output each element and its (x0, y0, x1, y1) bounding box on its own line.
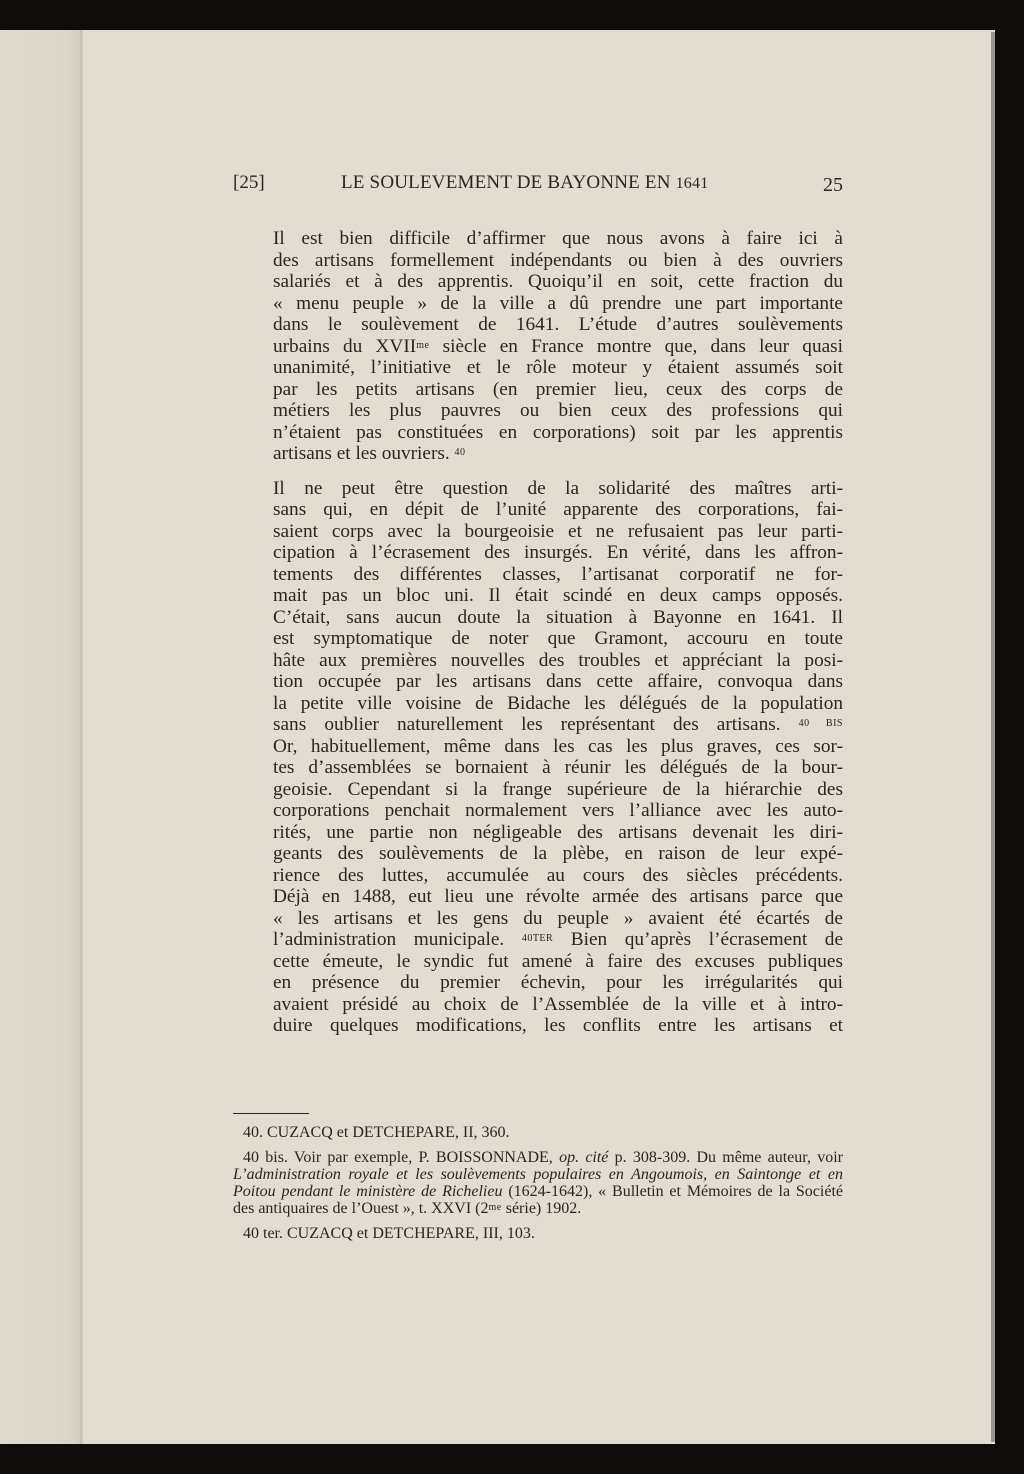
text-line: avaient présidé au choix de l’Assemblée de la ville et à intro- (273, 993, 843, 1015)
footnote-40 (233, 1124, 843, 1141)
text-line: cette émeute, le syndic fut amené à faire des excuses publiques (273, 950, 843, 972)
footnote-text: CUZACQ et DETCHEPARE, II, 360. (267, 1124, 510, 1141)
running-title-text: LE SOULEVEMENT DE BAYONNE EN (341, 172, 671, 193)
running-title-year: 1641 (675, 175, 709, 192)
text-line: corporations penchait normalement vers l’alliance avec les auto- (273, 800, 843, 821)
text-line: geoisie. Cependant si la frange supérieure de la hiérarchie des (273, 778, 843, 800)
page-stack-edge (991, 32, 995, 1442)
text-line: sans qui, en dépit de l’unité apparente des corporations, fai- (273, 499, 843, 520)
text-line: geants des soulèvements de la plèbe, en raison de leur expé- (273, 843, 843, 864)
text-line (233, 443, 843, 465)
text-line: saient corps avec la bourgeoisie et ne refusaient pas leur parti- (273, 520, 843, 542)
text-line: Il est bien difficile d’affirmer que nous avons à faire ici à (273, 228, 843, 249)
footnote-text: (1624-1642), « Bulletin et Mémoires de la Société des antiquaires de l’Ouest », t. XXVI (2 (233, 1183, 844, 1217)
text-line: Déjà en 1488, eut lieu une révolte armée des artisans parce que (273, 886, 843, 907)
line-text: siècle en France montre que, dans leur quasi (429, 335, 844, 357)
text-line (233, 336, 843, 358)
line-text: Bien qu’après l’écrasement de (553, 929, 843, 950)
text-line: duire quelques modifications, les conflits entre les artisans et (273, 1015, 843, 1036)
text-line: « les artisans et les gens du peuple » avaient été écartés de (273, 907, 843, 929)
footnote-text: Voir par exemple, P. BOISSONNADE, (293, 1149, 553, 1166)
text-line: tion occupée par les artisans dans cette affaire, convoqua dans (273, 671, 843, 692)
footnote-label: 40. (243, 1124, 263, 1141)
footnote-separator (233, 1113, 309, 1114)
text-line: est symptomatique de noter que Gramont, accouru en toute (273, 628, 843, 649)
text-line: n’étaient pas constituées en corporations) soit par les apprentis (273, 421, 843, 443)
running-header (233, 172, 843, 198)
line-text: sans oublier naturellement les représentant des artisans. (273, 714, 781, 735)
footnote-label: 40 ter. (243, 1225, 283, 1242)
text-line: Or, habituellement, même dans les cas les plus graves, ces sor- (273, 735, 843, 757)
text-line: « menu peuple » de la ville a dû prendre une part importante (273, 292, 843, 314)
footnote-label: 40 bis. (243, 1149, 288, 1166)
text-line: par les petits artisans (en premier lieu, ceux des corps de (273, 378, 843, 400)
text-line: tes d’assemblées se bornaient à réunir les délégués de la bour- (273, 757, 843, 778)
text-line: dans le soulèvement de 1641. L’étude d’autres soulèvements (273, 314, 843, 335)
book-spine (80, 30, 82, 1444)
text-line: métiers les plus pauvres ou bien ceux des professions qui (273, 400, 843, 421)
text-line (233, 714, 843, 736)
paragraph-2 (233, 478, 843, 1037)
line-text: artisans et les ouvriers. (273, 443, 450, 464)
footnote-text: série) 1902. (505, 1200, 582, 1217)
superscript: me (416, 339, 430, 351)
text-line: rience des luttes, accumulée au cours des siècles précédents. (273, 864, 843, 886)
footnote-ref-40[interactable]: 40 (454, 447, 466, 458)
footnote-italic: op. cité (559, 1149, 609, 1166)
text-line: des artisans formellement indépendants ou bien à des ouvriers (273, 249, 843, 271)
footnote-40ter (233, 1225, 843, 1242)
text-line: cipation à l’écrasement des insurgés. En vérité, dans les affron- (273, 542, 843, 563)
footnotes (233, 1124, 843, 1250)
superscript: me (488, 1202, 502, 1213)
text-line (233, 929, 843, 951)
text-line: Il ne peut être question de la solidarité des maîtres arti- (273, 477, 843, 499)
paragraph-1 (233, 228, 843, 465)
text-line: C’était, sans aucun doute la situation à Bayonne en 1641. Il (273, 606, 843, 628)
text-line: en présence du premier échevin, pour les irrégularités qui (273, 972, 843, 993)
text-line: tements des différentes classes, l’artisanat corporatif ne for- (273, 563, 843, 585)
page-number: 25 (823, 174, 843, 196)
text-line: salariés et à des apprentis. Quoiqu’il en soit, cette fraction du (273, 271, 843, 292)
footnote-text: p. 308-309. Du même auteur, voir (614, 1149, 843, 1166)
footnote-italic-title: L’administration royale et les soulèvements populaires en Angoumois, en Saintonge et en Poitou pendant le ministère de Richelieu (233, 1166, 843, 1200)
running-title (341, 172, 708, 194)
body-text (233, 228, 843, 1037)
line-text: urbains du XVII (273, 335, 417, 357)
text-line: unanimité, l’initiative et le rôle moteur y étaient assumés soit (273, 357, 843, 378)
footnote-text: CUZACQ et DETCHEPARE, III, 103. (287, 1225, 535, 1242)
footnote-40bis (233, 1149, 843, 1217)
footnote-ref-40bis[interactable]: 40 BIS (798, 718, 843, 729)
text-line: rités, une partie non négligeable des artisans devenait les diri- (273, 821, 843, 843)
line-text: l’administration municipale. (273, 929, 505, 950)
facing-page-edge (0, 30, 80, 1444)
text-line: mait pas un bloc uni. Il était scindé en deux camps opposés. (273, 585, 843, 606)
text-line: hâte aux premières nouvelles des troubles et appréciant la posi- (273, 649, 843, 671)
folio-bracket: [25] (233, 172, 265, 193)
footnote-ref-40ter[interactable]: 40TER (521, 933, 554, 944)
text-line: la petite ville voisine de Bidache les délégués de la population (273, 692, 843, 714)
